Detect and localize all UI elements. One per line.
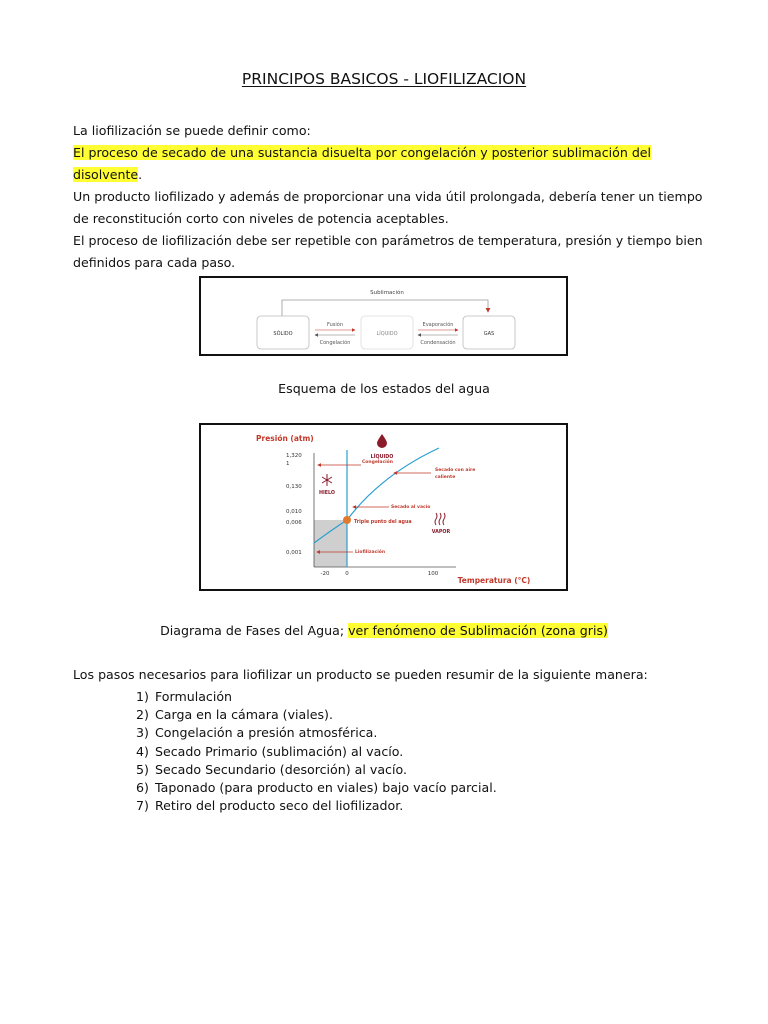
x-tick-label: 0 <box>345 571 349 577</box>
triple-point-marker <box>343 516 351 524</box>
list-number: 2) <box>136 707 149 723</box>
list-text: Formulación <box>155 689 233 704</box>
list-text: Carga en la cámara (viales). <box>155 707 333 723</box>
x-tick-label: -20 <box>320 571 330 577</box>
freezing-arrow-label: Congelación <box>362 460 393 465</box>
intro-paragraph: El proceso de liofilización debe ser repetible con parámetros de temperatura, presión y tiempo bien definidos para cada paso. <box>73 233 703 270</box>
y-tick-label: 1 <box>286 461 290 467</box>
steam-icon <box>435 513 445 525</box>
vacuum-drying-label: Secado al vacío <box>391 505 431 510</box>
fusion-label: Fusión <box>327 322 343 328</box>
list-text: Secado Primario (sublimación) al vacío. <box>155 743 404 759</box>
list-number: 5) <box>136 761 149 777</box>
states-diagram-caption: Esquema de los estados del agua <box>278 381 490 396</box>
state-label-solid: SÓLIDO <box>273 331 293 337</box>
list-text: Retiro del producto seco del liofilizador. <box>155 798 404 814</box>
lyophilization-label: Liofilización <box>355 550 386 555</box>
y-tick-label: 0,001 <box>286 550 302 556</box>
sublimation-arrow <box>282 300 488 316</box>
list-item <box>136 743 497 761</box>
condensation-label: Condensación <box>420 340 456 346</box>
state-label-liquid: LÍQUIDO <box>376 331 398 337</box>
hot-air-drying-label-2: caliente <box>435 475 456 480</box>
steps-intro: Los pasos necesarios para liofilizar un producto se pueden resumir de la siguiente manera: <box>73 667 648 682</box>
list-number: 4) <box>136 743 149 759</box>
hot-air-drying-label: Secado con aire <box>435 468 476 473</box>
intro-text <box>73 120 703 274</box>
definition-period: . <box>138 167 143 182</box>
y-axis-title: Presión (atm) <box>256 434 314 443</box>
snowflake-icon <box>322 474 332 486</box>
y-tick-label: 0,006 <box>286 520 302 526</box>
list-number: 7) <box>136 798 149 814</box>
evaporation-label: Evaporación <box>422 322 454 328</box>
state-label-gas: GAS <box>483 331 495 337</box>
triple-point-label: Triple punto del agua <box>354 520 412 525</box>
ice-region-label: HIELO <box>318 491 336 496</box>
liquid-region-label: LÍQUIDO <box>370 455 394 460</box>
list-number: 1) <box>136 689 149 704</box>
droplet-icon <box>377 434 387 448</box>
list-text: Congelación a presión atmosférica. <box>155 725 378 741</box>
list-number: 6) <box>136 780 149 796</box>
y-tick-label: 1,320 <box>286 453 302 459</box>
vapor-region-label: VAPOR <box>431 530 451 535</box>
list-number: 3) <box>136 725 149 741</box>
steps-list <box>136 688 497 815</box>
states-diagram-figure <box>199 276 568 356</box>
sublimation-zone <box>314 520 347 567</box>
intro-paragraph: Un producto liofilizado y además de proporcionar una vida útil prolongada, debería tener un tiempo de reconstitución corto con niveles de potencia aceptables. <box>73 189 703 226</box>
list-text: Secado Secundario (desorción) al vacío. <box>155 761 407 777</box>
list-item <box>136 706 497 724</box>
phase-diagram-figure <box>199 423 568 591</box>
definition-line <box>73 142 703 186</box>
sublimation-label: Sublimación <box>370 290 404 296</box>
page-title: PRINCIPOS BASICOS - LIOFILIZACION <box>241 70 527 88</box>
list-item <box>136 724 497 742</box>
phase-diagram-caption <box>0 623 768 638</box>
freezing-label: Congelación <box>319 340 351 346</box>
list-item <box>136 761 497 779</box>
x-axis-title: Temperatura (°C) <box>457 576 531 585</box>
phase-diagram <box>201 425 566 589</box>
x-tick-label: 100 <box>427 571 439 577</box>
caption-highlight: ver fenómeno de Sublimación (zona gris) <box>348 623 608 638</box>
list-item <box>136 688 497 706</box>
list-text: Taponado (para producto en viales) bajo vacío parcial. <box>155 780 497 796</box>
highlighted-definition: El proceso de secado de una sustancia disuelta por congelación y posterior sublimación del disolvente <box>73 145 652 182</box>
states-diagram <box>201 278 566 354</box>
caption-text: Diagrama de Fases del Agua; <box>160 623 349 638</box>
y-tick-label: 0,130 <box>286 484 302 490</box>
list-item <box>136 797 497 815</box>
intro-line: La liofilización se puede definir como: <box>73 123 311 138</box>
list-item <box>136 779 497 797</box>
y-tick-label: 0,010 <box>286 509 302 515</box>
